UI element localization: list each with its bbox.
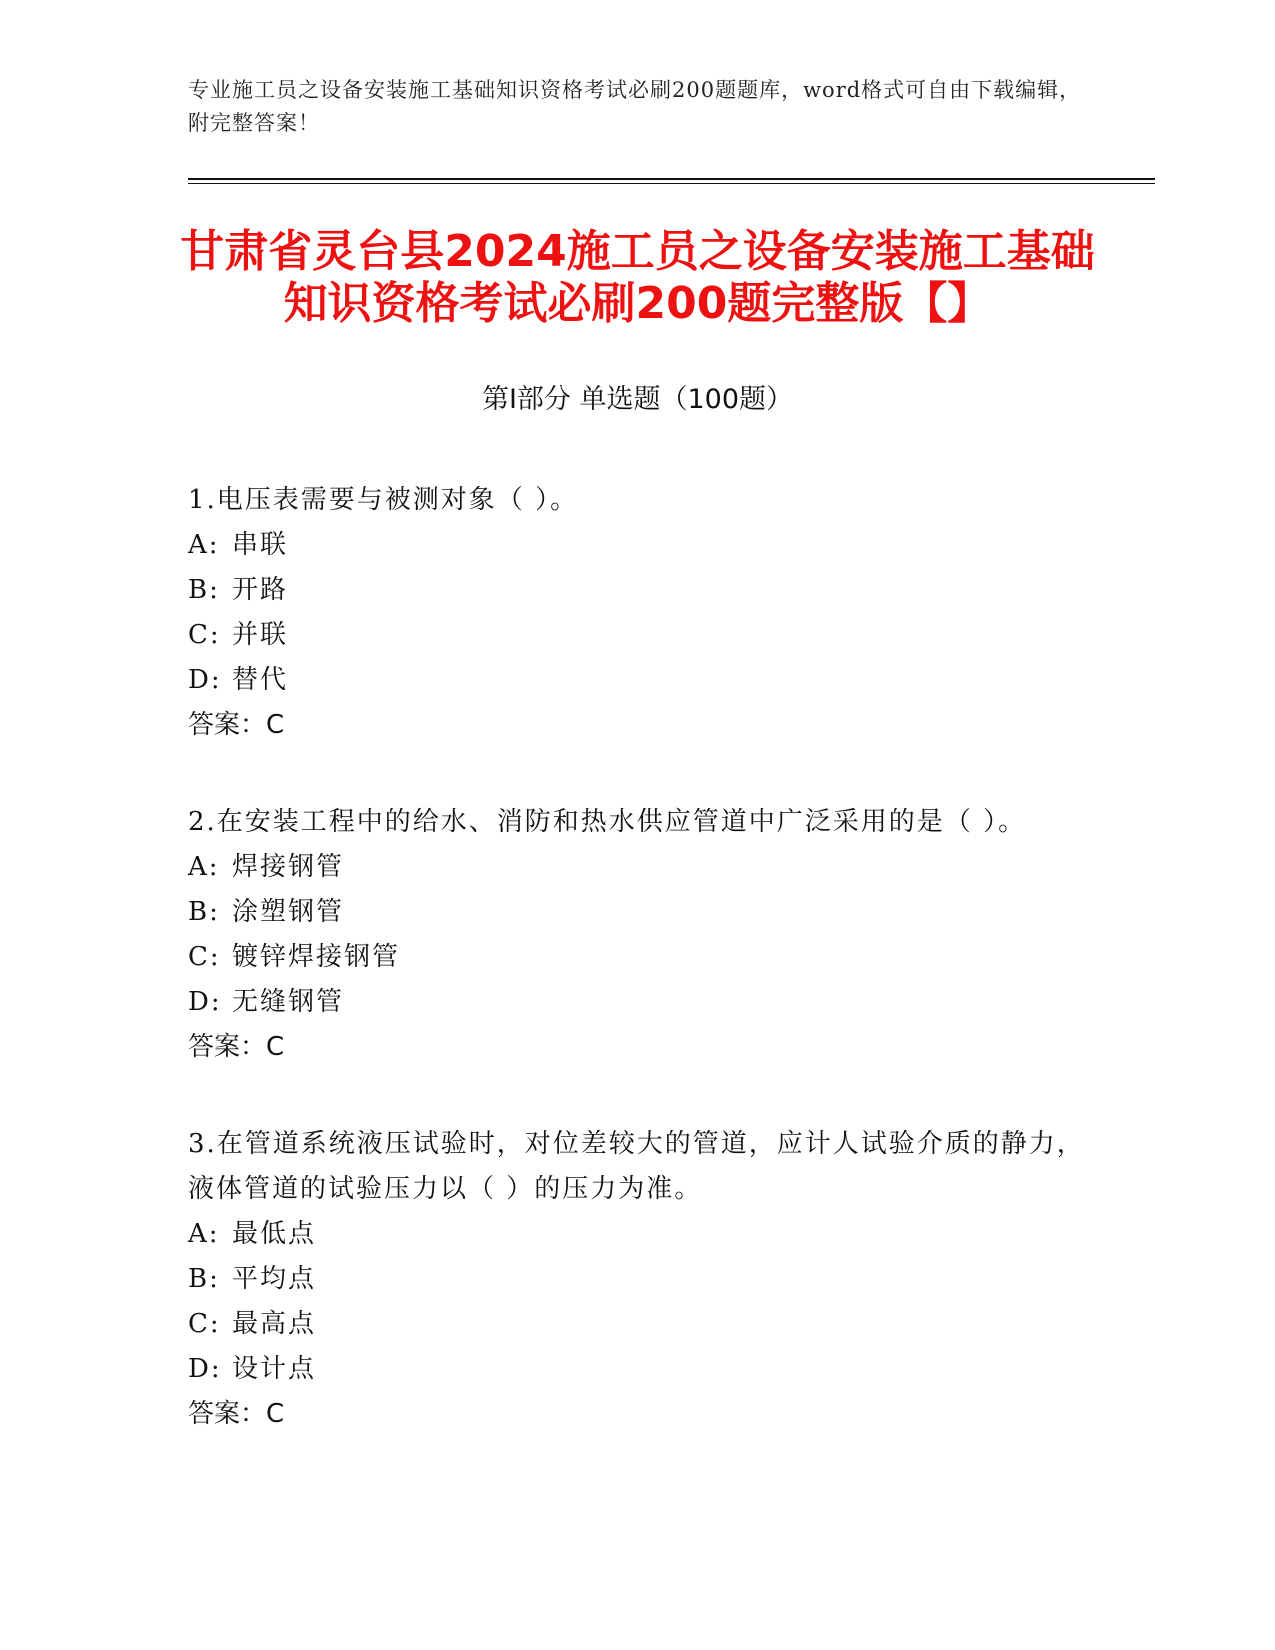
option-key: B: bbox=[188, 575, 220, 605]
option-text: 焊接钢管 bbox=[232, 852, 345, 882]
option-a bbox=[188, 1212, 1088, 1257]
answer-value: C bbox=[266, 1032, 285, 1062]
option-c bbox=[188, 935, 1088, 980]
option-a bbox=[188, 523, 1088, 568]
answer-value: C bbox=[266, 1399, 285, 1429]
option-key: B: bbox=[188, 1264, 220, 1294]
question-stem: 3.在管道系统液压试验时，对位差较大的管道，应计人试验介质的静力，液体管道的试验压力以（ ）的压力为准。 bbox=[188, 1129, 1085, 1204]
answer-label: 答案： bbox=[188, 1399, 267, 1429]
option-text: 涂塑钢管 bbox=[232, 897, 345, 927]
header-note: 专业施工员之设备安装施工基础知识资格考试必刷200题题库，word格式可自由下载编辑，附完整答案！ bbox=[188, 78, 1082, 135]
option-text: 镀锌焊接钢管 bbox=[232, 942, 401, 972]
answer-value: C bbox=[266, 710, 285, 740]
option-key: C: bbox=[188, 942, 221, 972]
option-key: D: bbox=[188, 987, 222, 1017]
option-b bbox=[188, 890, 1088, 935]
header-rule-thin bbox=[188, 183, 1155, 184]
option-b bbox=[188, 1257, 1088, 1302]
option-key: B: bbox=[188, 897, 220, 927]
question-3 bbox=[188, 1122, 1088, 1437]
option-b bbox=[188, 568, 1088, 613]
answer-line bbox=[188, 703, 1088, 748]
option-d bbox=[188, 658, 1088, 703]
option-text: 最低点 bbox=[232, 1219, 317, 1249]
option-key: A: bbox=[188, 852, 220, 882]
answer-label: 答案： bbox=[188, 710, 267, 740]
option-a bbox=[188, 845, 1088, 890]
question-list bbox=[188, 478, 1088, 1489]
question-stem: 2.在安装工程中的给水、消防和热水供应管道中广泛采用的是（ ）。 bbox=[188, 807, 1027, 837]
option-text: 串联 bbox=[232, 530, 289, 560]
option-text: 设计点 bbox=[232, 1354, 317, 1384]
option-c bbox=[188, 1302, 1088, 1347]
question-2 bbox=[188, 800, 1088, 1070]
option-text: 最高点 bbox=[232, 1309, 317, 1339]
answer-label: 答案： bbox=[188, 1032, 267, 1062]
option-d bbox=[188, 1347, 1088, 1392]
option-c bbox=[188, 613, 1088, 658]
answer-line bbox=[188, 1025, 1088, 1070]
option-text: 并联 bbox=[232, 620, 289, 650]
document-title: 甘肃省灵台县2024施工员之设备安装施工基础知识资格考试必刷200题完整版【】 bbox=[180, 226, 1095, 329]
option-key: A: bbox=[188, 530, 220, 560]
option-text: 平均点 bbox=[232, 1264, 317, 1294]
option-text: 无缝钢管 bbox=[232, 987, 345, 1017]
answer-line bbox=[188, 1392, 1088, 1437]
option-text: 开路 bbox=[232, 575, 289, 605]
option-d bbox=[188, 980, 1088, 1025]
header-rule-thick bbox=[188, 178, 1155, 180]
option-key: C: bbox=[188, 620, 221, 650]
option-key: C: bbox=[188, 1309, 221, 1339]
question-stem: 1.电压表需要与被测对象（ ）。 bbox=[188, 485, 579, 515]
option-key: D: bbox=[188, 1354, 222, 1384]
section-title: 第Ⅰ部分 单选题（100题） bbox=[481, 384, 794, 415]
question-1 bbox=[188, 478, 1088, 748]
option-text: 替代 bbox=[232, 665, 289, 695]
option-key: A: bbox=[188, 1219, 220, 1249]
option-key: D: bbox=[188, 665, 222, 695]
